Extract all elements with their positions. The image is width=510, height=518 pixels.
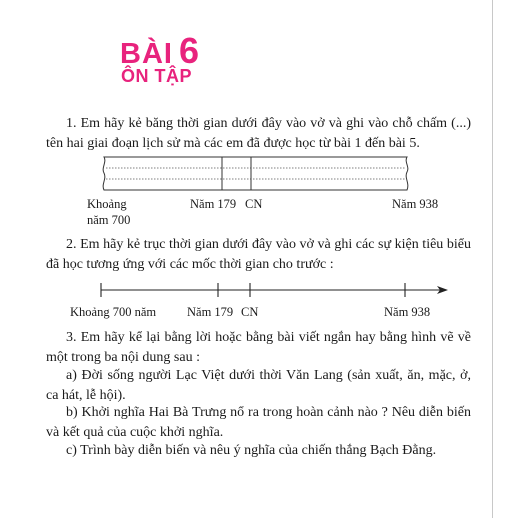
band-label-cn: CN	[245, 197, 263, 211]
sub-item-c: c) Trình bày diễn biến và nêu ý nghĩa của chiến thắng Bạch Đằng.	[66, 443, 437, 458]
sub-item-a: a) Đời sống người Lạc Việt dưới thời Văn Lang (sản xuất, ăn, mặc, ở, ca hát, lễ hội).	[46, 368, 471, 403]
question-3: 3. Em hãy kể lại bằng lời hoặc bằng bài viết ngắn hay bằng hình vẽ về một trong ba nội dung sau :	[46, 330, 471, 365]
sub-item-b: b) Khởi nghĩa Hai Bà Trưng nổ ra trong hoàn cảnh nào ? Nêu diễn biến và kết quả của cuộc khởi nghĩa.	[46, 405, 471, 440]
axis-label-938: Năm 938	[384, 305, 431, 319]
axis-label-cn: CN	[241, 305, 259, 319]
axis-label-start: Khoảng 700 năm	[70, 305, 157, 319]
question-1: 1. Em hãy kẻ băng thời gian dưới đây vào vở và ghi vào chỗ chấm (...) tên hai giai đoạn lịch sử mà các em đã được học từ bài 1 đến bài 5.	[46, 116, 471, 151]
band-label-179: Năm 179	[190, 197, 237, 211]
band-label-938: Năm 938	[392, 197, 439, 211]
question-2: 2. Em hãy kẻ trục thời gian dưới đây vào vở và ghi các sự kiện tiêu biểu đã học tương ứng với các mốc thời gian cho trước :	[46, 237, 471, 272]
axis-label-179: Năm 179	[187, 305, 234, 319]
band-label-start-1: Khoảng	[87, 197, 127, 211]
lesson-number: BÀI 6	[120, 30, 200, 71]
lesson-title: ÔN TẬP	[121, 66, 193, 86]
band-label-start-2: năm 700	[87, 213, 131, 227]
